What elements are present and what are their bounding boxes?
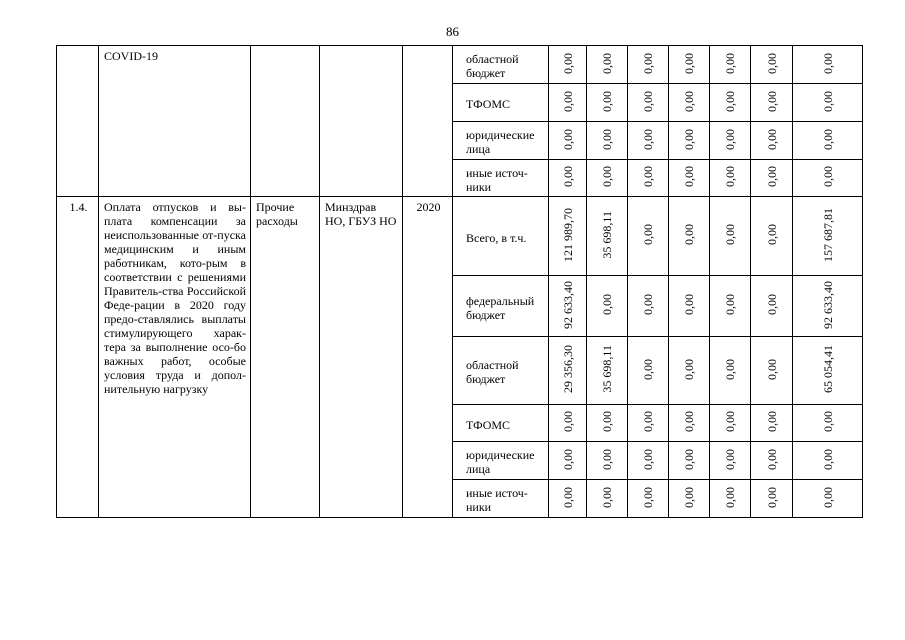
funding-source-text: иные источ-ники [466,165,528,194]
value-cell [549,160,587,197]
financing-table [56,45,863,518]
value-cell [587,46,628,84]
value-cell [549,46,587,84]
value-text: 0,00 [560,90,575,112]
value-cell [587,276,628,337]
value-text: 0,00 [682,224,696,245]
value-text: 0,00 [723,224,737,245]
value-text: 0,00 [682,90,696,112]
value-cell [628,84,669,122]
value-text: 35 698,11 [600,345,614,393]
value-text: 0,00 [764,411,779,432]
value-text: 92 633,40 [560,280,575,329]
value-cell [587,405,628,442]
value-cell [710,276,751,337]
value-text: 0,00 [600,52,614,74]
year [403,46,453,197]
value-text: 92 633,40 [820,280,835,329]
value-cell [628,160,669,197]
value-text: 0,00 [682,486,696,508]
value-cell [793,46,863,84]
value-cell [793,122,863,160]
value-text: 0,00 [641,448,655,470]
item-description [99,46,251,197]
value-cell [628,276,669,337]
value-cell [669,84,710,122]
value-cell [587,84,628,122]
value-cell [669,442,710,480]
table-row [57,46,863,84]
value-cell [628,46,669,84]
value-cell [628,122,669,160]
item-number-text: 1.4. [69,200,88,214]
year [403,197,453,518]
value-cell [587,122,628,160]
value-cell [549,480,587,518]
funding-source [453,405,549,442]
value-text: 0,00 [682,128,696,150]
value-cell [793,442,863,480]
value-text: 0,00 [641,358,655,380]
value-text: 0,00 [641,294,655,315]
value-cell [628,480,669,518]
value-text: 0,00 [820,128,835,150]
value-cell [549,84,587,122]
year-text: 2020 [416,200,441,214]
item-number [57,197,99,518]
value-text: 0,00 [560,411,575,432]
value-cell [751,405,793,442]
value-cell [549,405,587,442]
value-text: 0,00 [764,90,779,112]
value-cell [587,480,628,518]
value-cell [628,197,669,276]
value-text: 0,00 [641,52,655,74]
item-number [57,46,99,197]
item-description [99,197,251,518]
item-description-text: Оплата отпусков и вы-плата компенсации за неиспользованные от-пуска медицинским и иным работникам, кото-рым в соответствии с решениями Правитель-ства Российской Феде-рации в 2020 году предо-ставлялись выплаты стимулирующего харак-тера за выполнение осо-бо важных работ, особые условия труда и допол-нительную нагрузку [104,200,246,396]
value-text: 29 356,30 [560,345,575,393]
value-text: 0,00 [723,52,737,74]
value-cell [710,122,751,160]
value-cell [628,337,669,405]
value-text: 0,00 [820,52,835,74]
value-text: 35 698,11 [600,210,614,259]
value-cell [751,46,793,84]
funding-source [453,84,549,122]
value-cell [710,442,751,480]
value-text: 0,00 [641,486,655,508]
value-cell [587,442,628,480]
funding-source [453,480,549,518]
value-text: 157 687,81 [820,207,835,262]
value-cell [669,276,710,337]
executor-text: Минздрав НО, ГБУЗ НО [325,200,397,228]
value-cell [793,276,863,337]
value-text: 0,00 [820,90,835,112]
value-text: 0,00 [560,166,575,187]
value-text: 0,00 [641,224,655,245]
page-number: 86 [446,24,459,39]
value-cell [669,46,710,84]
value-cell [793,480,863,518]
funding-source [453,337,549,405]
value-text: 0,00 [723,294,737,315]
value-text: 0,00 [641,90,655,112]
funding-source-text: Всего, в т.ч. [466,230,527,245]
value-text: 0,00 [682,358,696,380]
value-text: 0,00 [600,166,614,187]
value-text: 0,00 [764,486,779,508]
value-cell [710,405,751,442]
value-text: 0,00 [641,411,655,432]
value-cell [793,197,863,276]
value-text: 0,00 [820,166,835,187]
value-cell [549,276,587,337]
funding-source-text: юридические лица [466,448,535,476]
value-cell [628,442,669,480]
funding-source-text: ТФОМС [466,417,511,432]
value-cell [549,122,587,160]
funding-source [453,160,549,197]
executor [320,197,403,518]
value-cell [710,480,751,518]
value-text: 0,00 [723,448,737,470]
value-text: 0,00 [764,358,779,380]
value-text: 0,00 [641,166,655,187]
value-text: 0,00 [764,448,779,470]
value-cell [710,160,751,197]
funding-source [453,122,549,160]
funding-source-text: федеральный бюджет [466,293,535,322]
value-text: 0,00 [820,486,835,508]
value-text: 0,00 [560,448,575,470]
funding-source-text: ТФОМС [466,97,511,111]
value-text: 0,00 [600,411,614,432]
value-text: 0,00 [641,128,655,150]
executor [320,46,403,197]
value-cell [587,160,628,197]
value-text: 0,00 [600,90,614,112]
value-text: 0,00 [600,448,614,470]
value-cell [669,480,710,518]
value-cell [751,197,793,276]
expense-type [251,197,320,518]
value-cell [549,337,587,405]
item-description-text: COVID-19 [104,49,158,63]
value-cell [751,337,793,405]
value-cell [710,337,751,405]
expense-type [251,46,320,197]
value-text: 65 054,41 [820,345,835,393]
funding-source-text: юридические лица [466,128,535,156]
value-text: 0,00 [764,224,779,245]
value-text: 0,00 [560,52,575,74]
value-cell [751,480,793,518]
value-cell [628,405,669,442]
value-text: 0,00 [682,448,696,470]
value-text: 0,00 [723,128,737,150]
table-row [57,197,863,276]
value-cell [669,405,710,442]
value-cell [793,337,863,405]
value-cell [710,84,751,122]
value-cell [710,197,751,276]
value-cell [793,84,863,122]
value-cell [751,122,793,160]
funding-source-text: иные источ-ники [466,486,528,514]
value-text: 0,00 [723,411,737,432]
value-cell [587,337,628,405]
value-text: 0,00 [560,128,575,150]
value-text: 0,00 [764,294,779,315]
value-text: 0,00 [682,52,696,74]
value-cell [751,442,793,480]
value-cell [549,197,587,276]
funding-source [453,197,549,276]
value-text: 0,00 [682,411,696,432]
value-text: 0,00 [600,486,614,508]
value-cell [751,276,793,337]
value-cell [669,122,710,160]
value-cell [793,405,863,442]
value-cell [669,160,710,197]
value-cell [669,197,710,276]
value-cell [751,160,793,197]
expense-type-text: Прочие расходы [256,200,298,228]
value-cell [549,442,587,480]
value-text: 0,00 [764,128,779,150]
value-text: 0,00 [723,166,737,187]
value-text: 0,00 [764,52,779,74]
value-text: 0,00 [723,486,737,508]
value-cell [669,337,710,405]
value-cell [587,197,628,276]
value-cell [710,46,751,84]
value-text: 0,00 [723,90,737,112]
value-text: 0,00 [820,411,835,432]
value-text: 0,00 [560,486,575,508]
funding-source [453,276,549,337]
funding-source [453,46,549,84]
value-text: 0,00 [764,166,779,187]
funding-source-text: областной бюджет [466,358,519,386]
value-text: 0,00 [682,166,696,187]
value-cell [751,84,793,122]
value-text: 121 989,70 [560,207,575,262]
funding-source-text: областной бюджет [466,52,519,80]
value-text: 0,00 [723,358,737,380]
value-text: 0,00 [600,294,614,315]
funding-source [453,442,549,480]
value-text: 0,00 [600,128,614,150]
value-text: 0,00 [820,448,835,470]
value-text: 0,00 [682,294,696,315]
value-cell [793,160,863,197]
